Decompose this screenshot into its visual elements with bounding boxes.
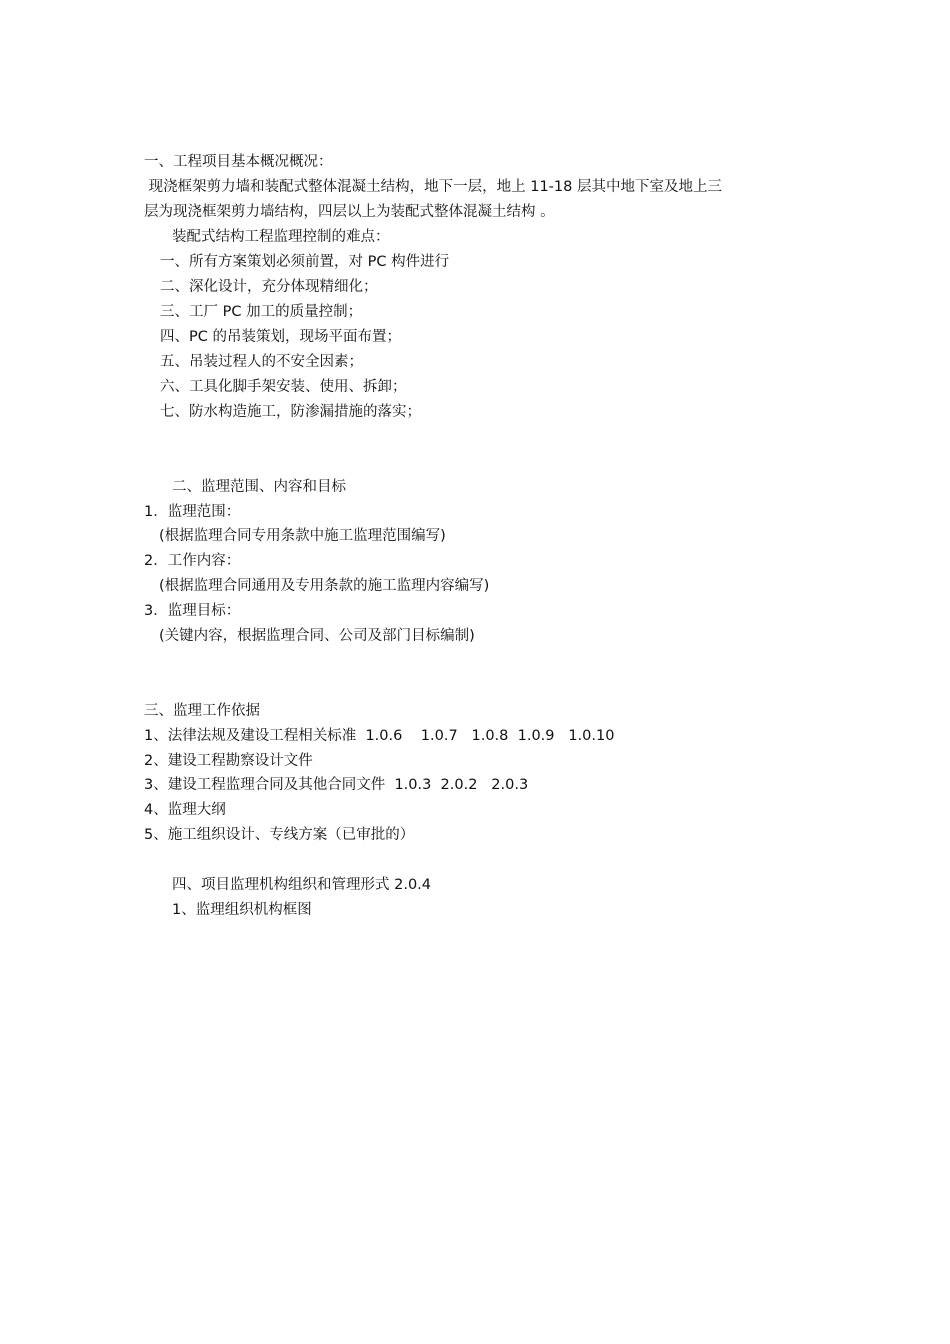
basis-item-5: 5、施工组织设计、专线方案（已审批的）	[144, 827, 415, 843]
section1-paragraph-line1: 现浇框架剪力墙和装配式整体混凝土结构，地下一层，地上 11-18 层其中地下室及地上三	[144, 179, 722, 195]
difficulty-title: 装配式结构工程监理控制的难点：	[172, 229, 390, 245]
target-label: 3．监理目标：	[144, 603, 241, 619]
basis-item-3: 3、建设工程监理合同及其他合同文件 1.0.3 2.0.2 2.0.3	[144, 777, 529, 793]
scope-label: 1．监理范围：	[144, 504, 241, 520]
difficulty-item-7: 七、防水构造施工，防渗漏措施的落实；	[160, 404, 421, 420]
section4-subitem-1: 1、监理组织机构框图	[172, 902, 312, 918]
difficulty-item-4: 四、PC 的吊装策划，现场平面布置；	[160, 329, 401, 345]
target-note: (关键内容，根据监理合同、公司及部门目标编制)	[159, 628, 475, 644]
section3-heading: 三、监理工作依据	[144, 703, 260, 719]
work-content-note: (根据监理合同通用及专用条款的施工监理内容编写)	[159, 578, 490, 594]
basis-item-2: 2、建设工程勘察设计文件	[144, 753, 313, 769]
scope-note: (根据监理合同专用条款中施工监理范围编写)	[159, 528, 446, 544]
difficulty-item-2: 二、深化设计，充分体现精细化；	[160, 279, 378, 295]
difficulty-item-6: 六、工具化脚手架安装、使用、拆卸；	[160, 379, 407, 395]
basis-item-1: 1、法律法规及建设工程相关标准 1.0.6 1.0.7 1.0.8 1.0.9 1.0.10	[144, 728, 615, 744]
difficulty-item-3: 三、工厂 PC 加工的质量控制；	[160, 304, 363, 320]
section1-paragraph-line2: 层为现浇框架剪力墙结构，四层以上为装配式整体混凝土结构 。	[144, 204, 555, 220]
section2-heading: 二、监理范围、内容和目标	[172, 479, 346, 495]
difficulty-item-5: 五、吊装过程人的不安全因素；	[160, 354, 363, 370]
work-content-label: 2．工作内容：	[144, 553, 241, 569]
section4-heading: 四、项目监理机构组织和管理形式 2.0.4	[172, 877, 432, 893]
difficulty-item-1: 一、所有方案策划必须前置，对 PC 构件进行	[160, 254, 450, 270]
basis-item-4: 4、监理大纲	[144, 802, 226, 818]
section1-heading: 一、工程项目基本概况概况：	[144, 154, 333, 170]
